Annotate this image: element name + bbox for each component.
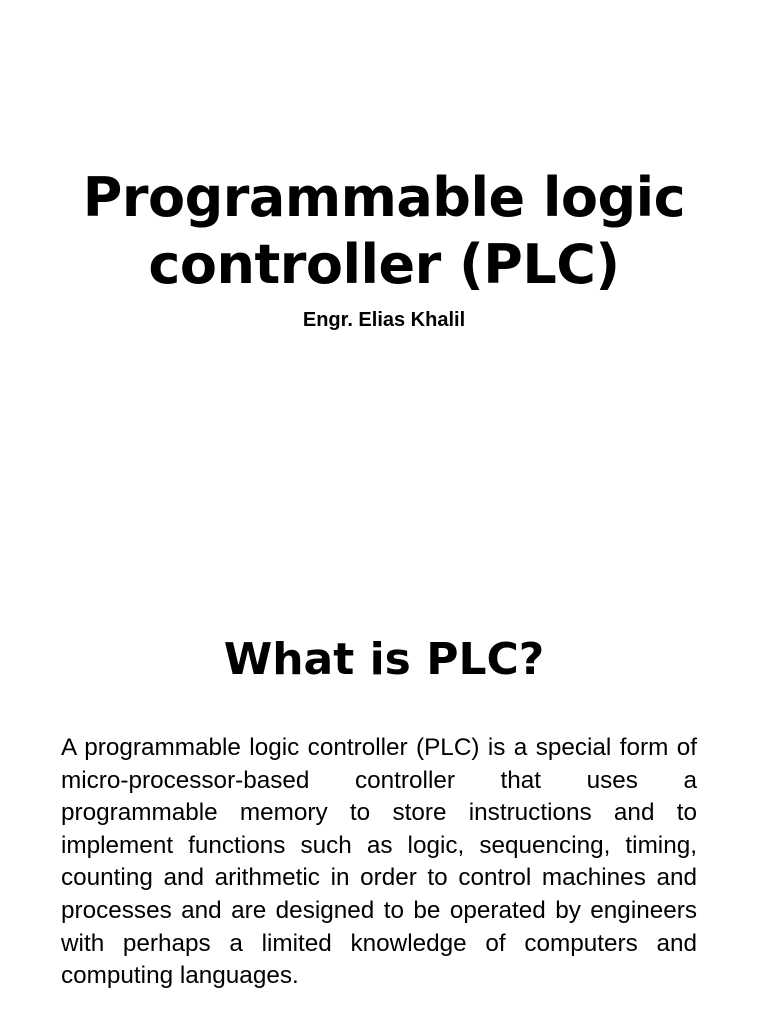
content-slide — [0, 576, 768, 1024]
presentation-title: Programmable logic controller (PLC) — [82, 166, 686, 296]
slide-heading: What is PLC? — [223, 634, 545, 685]
author-name: Engr. Elias Khalil — [302, 309, 466, 331]
definition-paragraph: A programmable logic controller (PLC) is a special form of micro-processor-based controller that uses a programmable memory to store instructions and to implement functions such as logic, sequencing, timing, counting and arithmetic in order to control machines and processes and are designed to be operated by engineers with perhaps a limited knowledge of computers and computing languages. — [61, 734, 697, 990]
